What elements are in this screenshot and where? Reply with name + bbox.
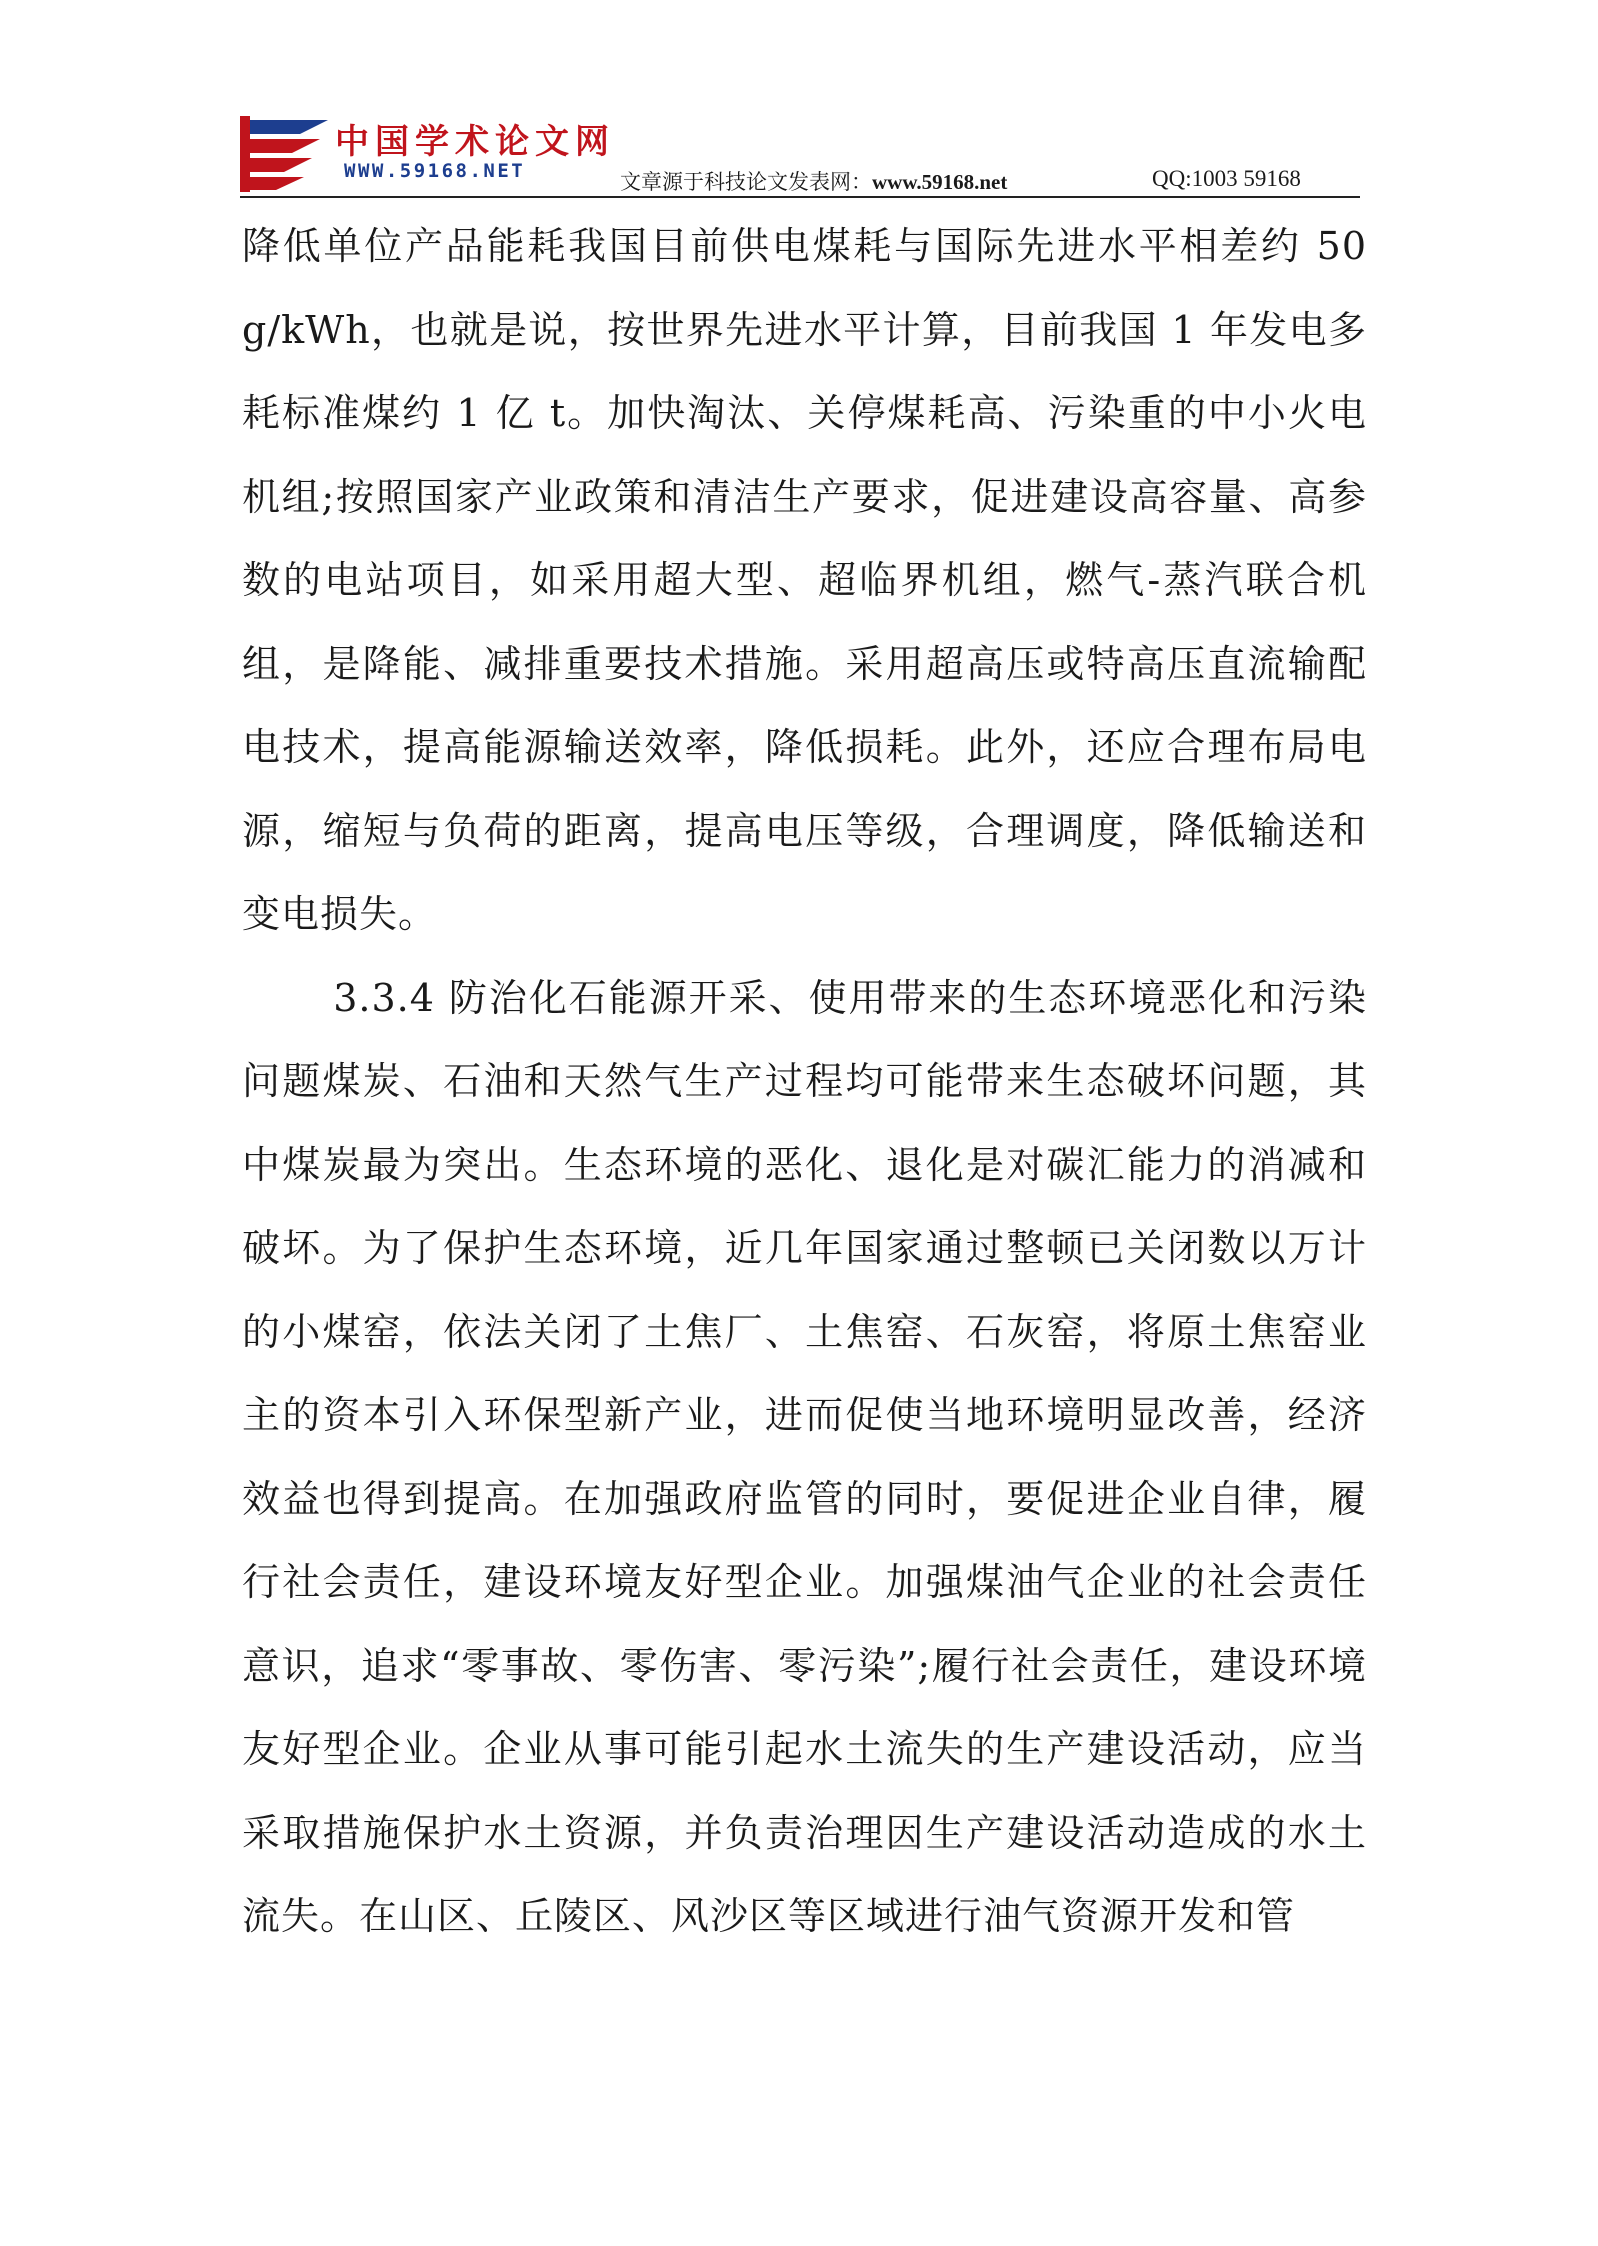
logo-url: WWW.59168.NET [344,160,526,182]
site-logo[interactable] [240,112,615,192]
paragraph-1: 降低单位产品能耗我国目前供电煤耗与国际先进水平相差约 50 g/kWh，也就是说，按世界先进水平计算，目前我国 1 年发电多耗标准煤约 1 亿 t。加快淘汰、关停煤耗高、污染重的中小火电机组;按照国家产业政策和清洁生产要求，促进建设高容量、高参数的电站项目，如采用超大型、超临界机组，燃气-蒸汽联合机组，是降能、减排重要技术措施。采用超高压或特高压直流输配电技术，提高能源输送效率，降低损耗。此外，还应合理布局电源，缩短与负荷的距离，提高电压等级，合理调度，降低输送和变电损失。 [242,224,1367,936]
header-source [620,166,1007,196]
header-divider [240,196,1360,198]
logo-title: 中国学术论文网 [335,122,615,162]
document-body [242,205,1367,1959]
page-header [240,112,1360,202]
header-source-link[interactable]: www.59168.net [872,170,1008,194]
header-qq: QQ:1003 59168 [1152,166,1301,191]
header-source-prefix: 文章源于科技论文发表网： [620,170,872,194]
logo-stripes-icon [240,112,335,192]
paragraph-2: 3.3.4 防治化石能源开采、使用带来的生态环境恶化和污染问题煤炭、石油和天然气生产过程均可能带来生态破坏问题，其中煤炭最为突出。生态环境的恶化、退化是对碳汇能力的消减和破坏。为了保护生态环境，近几年国家通过整顿已关闭数以万计的小煤窑，依法关闭了土焦厂、土焦窑、石灰窑，将原土焦窑业主的资本引入环保型新产业，进而促使当地环境明显改善，经济效益也得到提高。在加强政府监管的同时，要促进企业自律，履行社会责任，建设环境友好型企业。加强煤油气企业的社会责任意识，追求“零事故、零伤害、零污染”;履行社会责任，建设环境友好型企业。企业从事可能引起水土流失的生产建设活动，应当采取措施保护水土资源，并负责治理因生产建设活动造成的水土流失。在山区、丘陵区、风沙区等区域进行油气资源开发和管 [242,975,1367,1938]
